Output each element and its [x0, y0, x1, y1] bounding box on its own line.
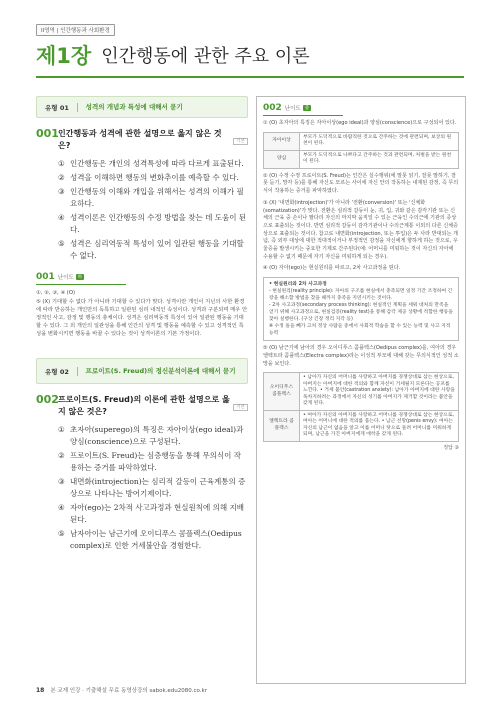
answer-line: ①, ②, ③, ④ (O): [36, 290, 76, 296]
footer-text: 본 교재 인강 · 기출해설 무료 동영상강의 sabok.edu2080.co.kr: [50, 688, 207, 694]
choice-item: ① 초자아(superego)의 특징은 자아이상(ego ideal)과 양심(conscience)으로 구성된다.: [58, 425, 244, 446]
level-tag: 기본: [233, 404, 248, 411]
chapter-title: 인간행동에 관한 주요 이론: [101, 46, 310, 67]
table-row: [264, 150, 459, 168]
question-text: 인간행동과 성격에 관한 설명으로 옳지 않은 것은?: [58, 129, 222, 150]
table-cell: 오이디푸스 콤플렉스: [264, 373, 300, 411]
explanation-1: ① (O) 초자아의 특징은 자아이상(ego ideal)과 양심(conscience)으로 구성되어 있다.: [263, 120, 457, 126]
left-column: [36, 96, 248, 554]
explanation-3: ③ (X) '내면화(introjection)'가 아니라 '전환(conversion)' 또는 '신체화(somatization)'가 맞다. 전환은 심리적 갈등이 눈, 귀, 입, 귀와 같은 감각기관 또는 신체의 근육 중 손이나 팔다리 자신의 마지막 움직일 수 있는 근육인 수의근에 기관의 증상으로 표출되는 것이다. 반면 심리적 갈등이 감각기관이나 수의근계통 이외의 다른 신체증상으로 표출되는 것이다. 참고로 내면화(introjection, 또는 투입)은 두 사라 반대되는 개념, 즉 외부 대상에 대한 적대적이거나 부정적인 감정을 자신에게 향하게 하는 것으로, 우울증을 발생시키는 중요한 기제로 간주된다(예: 어머니를 미워하는 것이 자신의 자아에 수용할 수 없기 때문에 자기 자신을 미워하게 되는 경우).: [263, 199, 458, 260]
difficulty-label: 난이도: [284, 106, 301, 112]
choice-item: ④ 자아(ego)는 2차적 사고과정과 현실원칙에 의해 지배된다.: [58, 503, 244, 524]
note-line: - 2차 사고과정(secondary process thinking): 현실적인 계획을 세워 대처의 만족을 얻기 위해 사고과정으로, 현실검증(reality test)을 통해 감각 제공 상황에 적합한 행동을 찾아 실행한다. (구상 긴장 정리 지각 등): [269, 303, 453, 323]
table-cell: 자아이상: [264, 132, 300, 150]
note-line: ※ 수정 돌을 빼가 고쳐 정상 사람들 중에서 사회적 학습을 할 수 있는 능력 및 사고 지적 능력: [269, 324, 451, 337]
choice-item: ④ 성격이론은 인간행동의 수정 방법을 찾는 데 도움이 된다.: [58, 213, 247, 234]
table-cell: 엘렉트라 콤플렉스: [264, 410, 300, 441]
table-cell: 양심: [264, 150, 300, 168]
superego-table: [263, 132, 459, 169]
type-01-title: 성격의 개념과 특성에 대해서 묻기: [85, 102, 183, 111]
table-cell: 부모가 도덕적으로 나쁘다고 간주하는 것과 관련되며, 처벌을 받는 원천이 된다.: [300, 150, 459, 168]
answer-number: 002: [263, 103, 282, 113]
answer-panel: [256, 96, 466, 684]
explanation-5: ⑤ (O) 남근기에 남아의 경우 오이디푸스 콤플렉스(Oedipus complex)를, 여아의 경우 엘렉트라 콤플렉스(Electra complex)라는 이성적 부모에 대해 갖는 무의식적인 성적 소망을 보인다.: [263, 345, 459, 367]
choice-item: ③ 인간행동의 이해와 개입을 위해서는 성격의 이해가 필요하다.: [58, 187, 244, 208]
chapter-number: 제1장: [36, 44, 92, 68]
page-footer: [36, 686, 207, 694]
header-divider: [36, 76, 464, 78]
table-row: [264, 410, 459, 441]
choice-item: ③ 내면화(introjection)는 심리적 갈등이 근육계통의 증상으로 나타나는 방어기제이다.: [58, 477, 246, 498]
answer-001-header: [36, 272, 126, 285]
choice-item: ② 프로이트(S. Freud)는 심층행동을 통해 무의식이 작용하는 증거를 파악하였다.: [58, 451, 242, 472]
answer-002-header: [263, 103, 343, 116]
question-number: 001: [36, 127, 59, 140]
answer-line: ⑤ (X) 기대할 수 없다 가 아니라 기대할 수 있다가 맞다. 성격이란 개인이 지닌의 사한 환경에 따라 반응하는 개인만의 독특하고 일관된 심리 내적인 속성이다. 성격과 구분되며 매우 안정적인 사고, 감정 및 행동의 총체이다. 성격은 심리역동적 특성이 있어 일관된 행동을 기대할 수 있다. 그 외 개인의 일관성을 통해 인간의 성격 및 행동을 예측할 수 있고 성격적인 특성을 변화시키면 행동을 바꿀 수 있다는 것이 성격이론의 기본 가정이다.: [36, 299, 248, 337]
level-tag: 기본: [233, 138, 248, 145]
note-line: • 현실원리와 2차 사고과정: [269, 282, 327, 288]
table-cell: • 남아가 자신의 어머니를 사랑하고 아버지를 경쟁상대로 삼는 현상으로, 아버지는 아버지에 대한 적의와 함께 자신이 거세될지 모른다는 공포를 느낀다. • 거세 불안(castration anxiety): 남아가 아버지에 대한 사랑을 독차지하려는 과정에서 자신의 성기를 아버지가 제거할 것이라는 불안을 갖게 된다.: [300, 373, 459, 411]
type-02-label: 유형 02: [45, 367, 69, 376]
table-cell: • 여아가 자신의 아버지를 사랑하고 어머니를 경쟁상대로 삼는 현상으로, 여아는 어머니에 대한 적의를 품는다. • 남근 선망(penis envy): 여아는 자신의 남근이 없음을 알고 이를 어머니 탓으로 돌려 어머니를 미워하게 되며, 남근을 가진 아버지에게 애착을 갖게 된다.: [300, 410, 459, 441]
section-tag: II영역 | 인간행동과 사회환경: [36, 24, 115, 36]
note-line: - 현실원리(reality principle): 자아의 구조를 현실에서 충족되면 일정 기간 조정하여 긴장을 해소할 방법을 찾을 때까지 충족을 지연시키는 것이다.: [269, 289, 453, 302]
choices-001: [58, 158, 248, 262]
explanation-4: ④ (O) 자아(ego)는 현실원리를 따르고, 2차 사고과정을 띤다.: [263, 265, 401, 272]
table-row: [264, 373, 459, 411]
explanation-2: ② (O) 수정 수정 프로이트(S. Freud)는 인간은 실수행위(에 말못 읽기, 잘못 말하기, 잘못 듣기, 망각 등)를 통해 자신도 모르는 사이에 자신 안의 작동하는 내재된 감정, 즉 무의식이 작용하는 증거를 파악하였다.: [263, 172, 459, 195]
table-row: [264, 132, 459, 150]
chapter-header: [36, 40, 310, 70]
type-02-banner: [36, 358, 248, 384]
choice-item: ⑤ 성격은 심리역동적 특성이 있어 일관된 행동을 기대할 수 없다.: [58, 239, 244, 260]
correct-answer: 정답 ③: [443, 444, 459, 451]
question-002: [36, 394, 248, 418]
page-number: 18: [36, 686, 45, 694]
choice-item: ① 인간행동은 개인의 성격특성에 따라 다르게 표출된다.: [58, 159, 244, 168]
type-01-label: 유형 01: [45, 103, 69, 112]
choice-item: ⑤ 남자아이는 남근기에 오이디푸스 콤플렉스(Oedipus complex)로 인한 거세불안을 경험한다.: [58, 529, 242, 550]
question-text: 프로이트(S. Freud)의 이론에 관한 설명으로 옳지 않은 것은?: [58, 395, 230, 416]
complex-table: [263, 372, 459, 442]
difficulty-badge: 중: [304, 106, 310, 111]
question-number: 002: [36, 393, 59, 406]
table-cell: 부모가 도덕적으로 바람직한 것으로 간주하는 것에 관련되며, 보상의 원천이 된다.: [300, 132, 459, 150]
type-01-banner: [36, 96, 248, 118]
choices-002: [58, 424, 248, 552]
answer-001-body: [36, 289, 248, 338]
answer-number: 001: [36, 272, 55, 282]
choice-item: ② 성격을 이해하면 행동의 변화추이를 예측할 수 있다.: [58, 173, 239, 182]
note-box: [263, 277, 459, 341]
question-001: [36, 128, 248, 152]
difficulty-label: 난이도: [57, 275, 74, 281]
type-02-title: 프로이트(S. Freud)의 정신분석이론에 대해서 묻기: [85, 366, 236, 375]
difficulty-badge: 하: [77, 275, 83, 280]
